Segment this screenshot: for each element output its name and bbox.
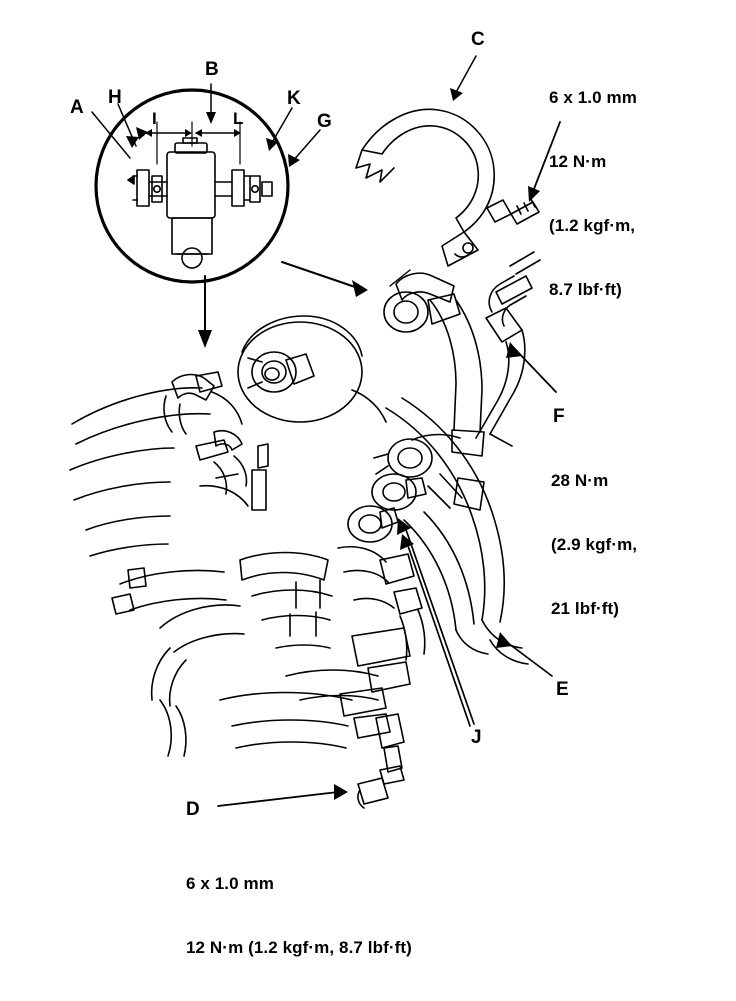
dimension-l: L — [233, 109, 244, 128]
part-f-pipe — [476, 252, 556, 446]
part-d-bolt — [218, 714, 404, 808]
torque-spec-c-line-2: 12 N·m — [549, 152, 607, 172]
torque-spec-f — [551, 427, 637, 662]
callout-g: G — [317, 111, 332, 132]
callout-d: D — [186, 799, 200, 820]
part-c-bracket — [356, 56, 560, 286]
callout-e: E — [556, 679, 569, 700]
torque-spec-c-line-1: 6 x 1.0 mm — [549, 87, 637, 107]
callout-a: A — [70, 97, 84, 118]
callout-b: B — [205, 59, 219, 80]
callout-c: C — [471, 29, 485, 50]
callout-j: J — [471, 727, 482, 748]
torque-spec-f-line-3: 21 lbf·ft) — [551, 599, 620, 619]
torque-spec-d-line-1: 6 x 1.0 mm — [186, 873, 274, 893]
part-pump-pulley — [238, 316, 386, 422]
torque-spec-d-line-2: 12 N·m (1.2 kgf·m, 8.7 lbf·ft) — [186, 938, 412, 958]
engine-background — [70, 372, 528, 756]
dimension-i: I — [152, 109, 157, 128]
torque-spec-f-line-2: (2.9 kgf·m, — [551, 535, 638, 555]
torque-spec-c — [549, 44, 637, 344]
callout-k: K — [287, 88, 301, 109]
torque-spec-c-line-3: (1.2 kgf·m, — [549, 216, 636, 236]
detail-callout-leaders — [92, 84, 320, 167]
callout-h: H — [108, 87, 122, 108]
callout-f: F — [553, 406, 565, 427]
torque-spec-c-line-4: 8.7 lbf·ft) — [549, 280, 622, 300]
torque-spec-f-line-1: 28 N·m — [551, 470, 609, 490]
torque-spec-d — [186, 830, 412, 1001]
